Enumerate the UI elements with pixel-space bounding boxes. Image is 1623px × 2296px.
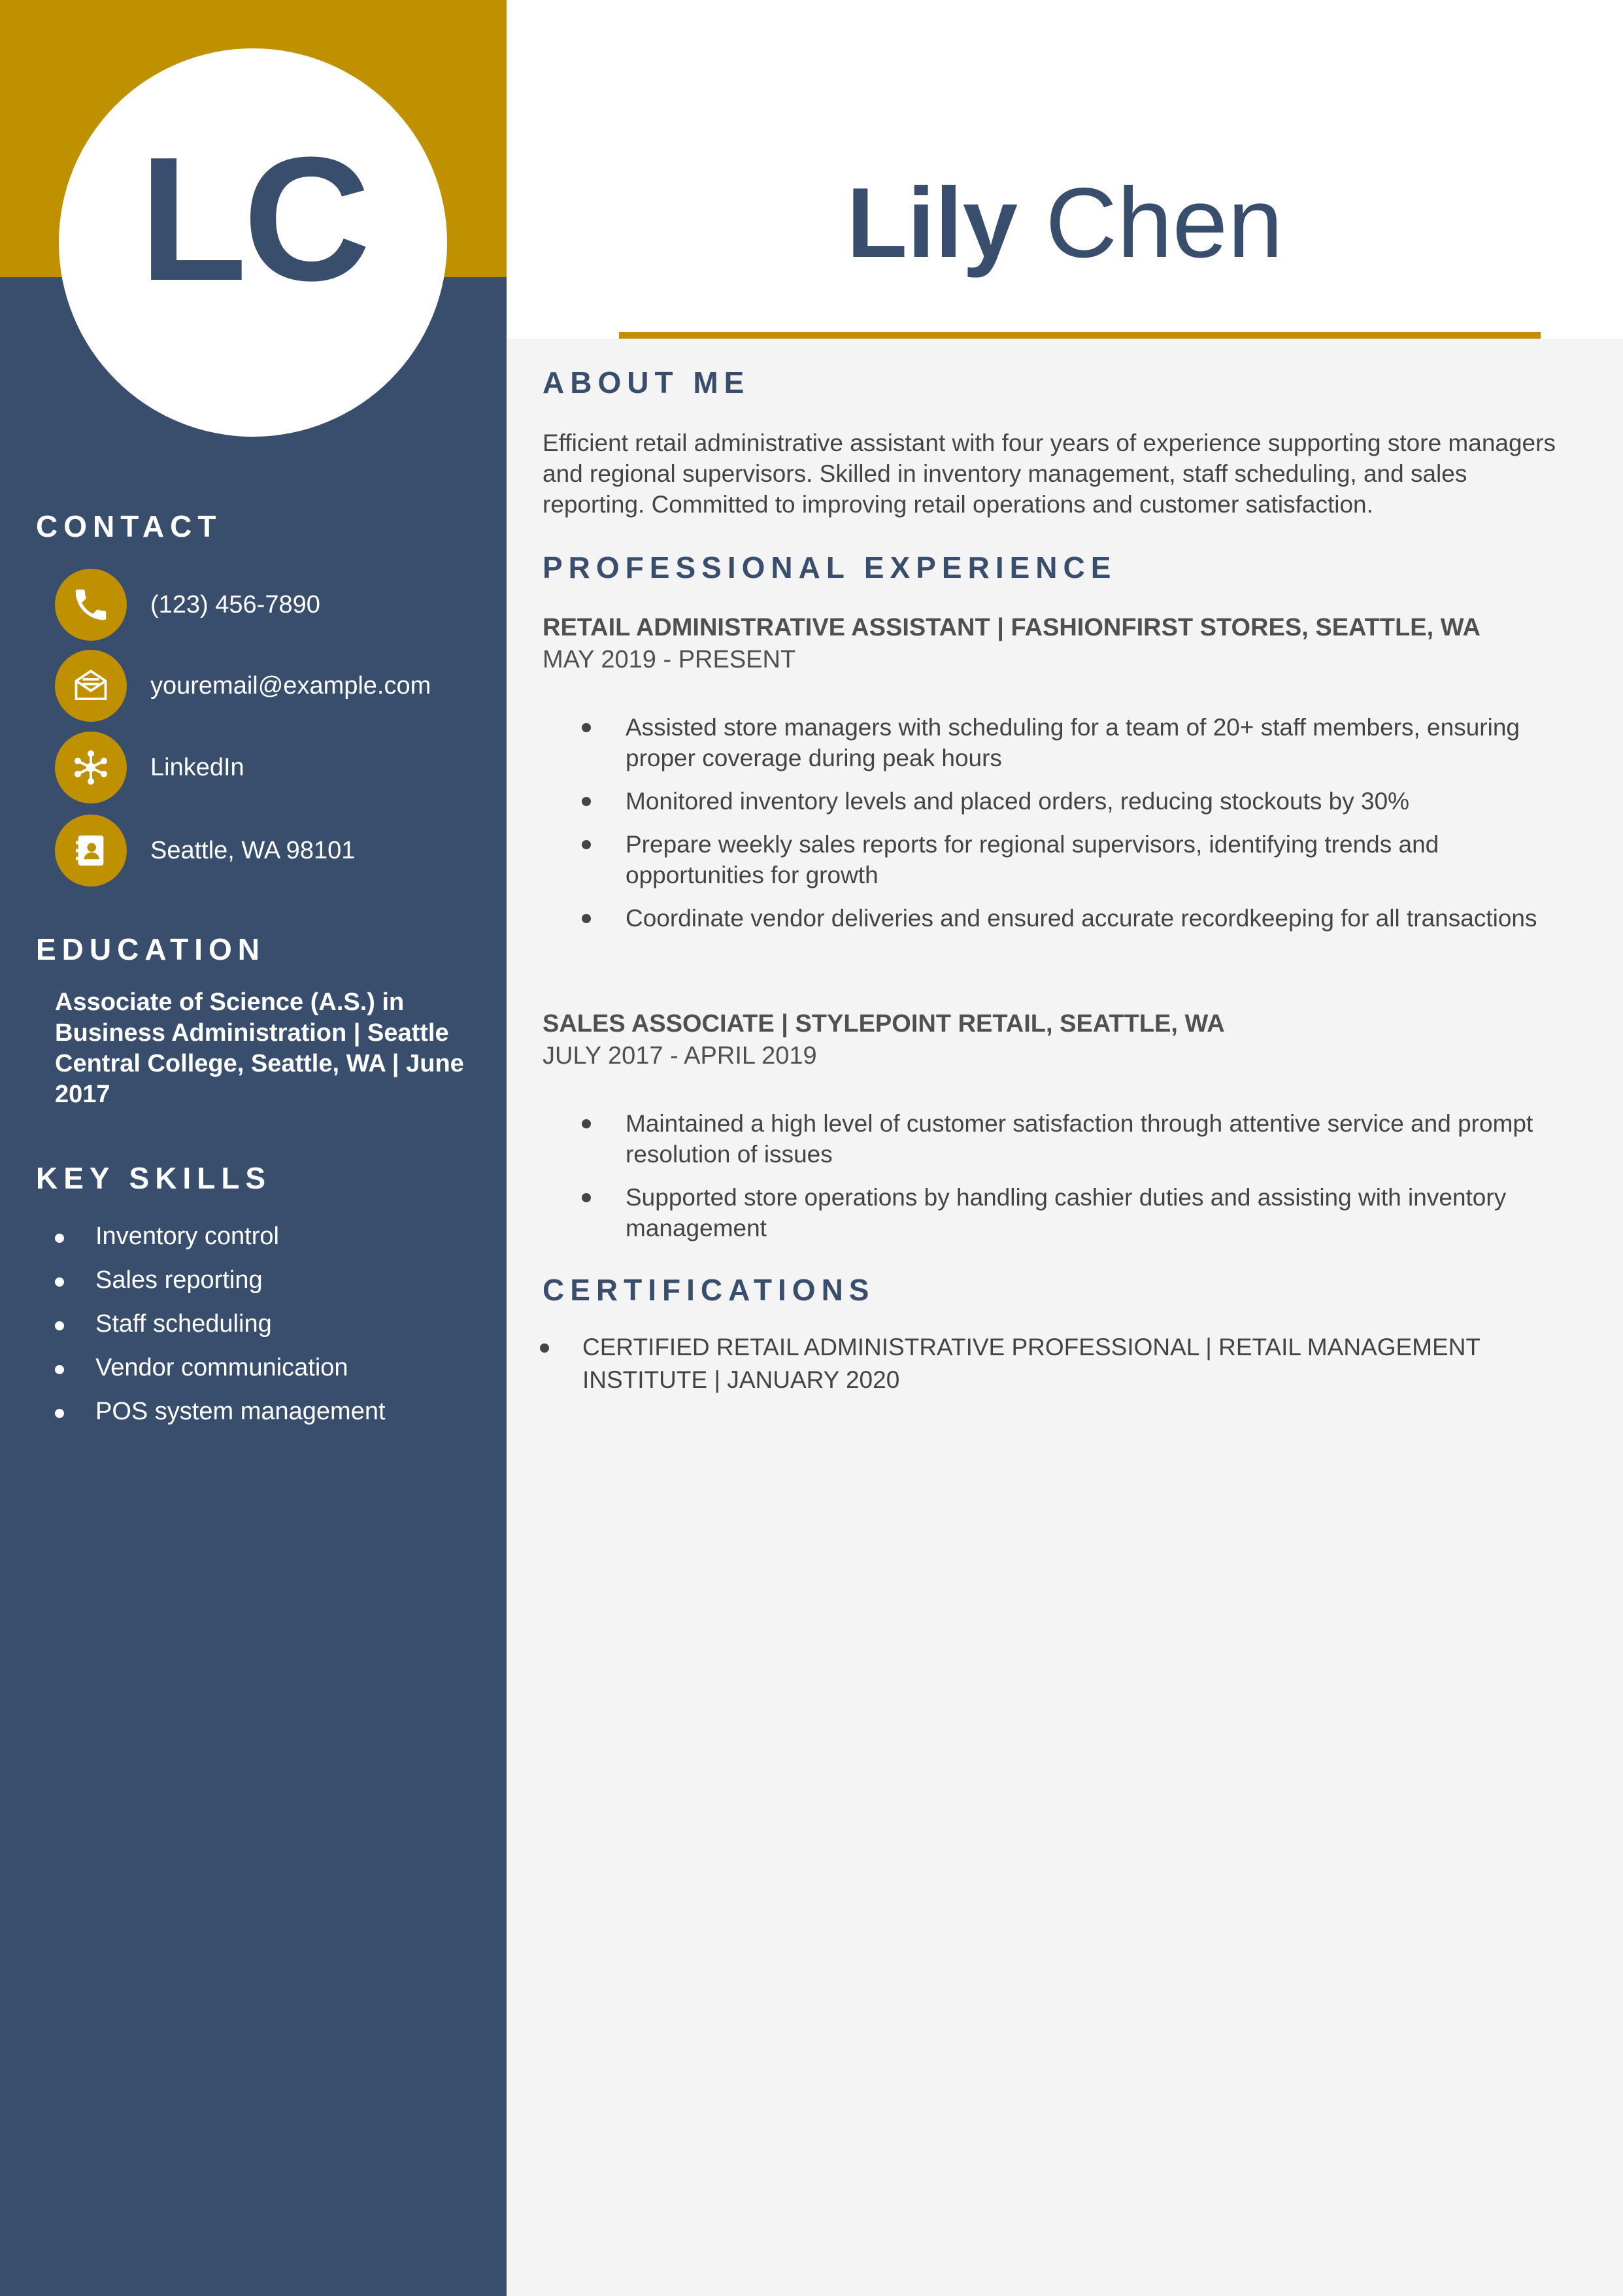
- linkedin-link[interactable]: LinkedIn: [150, 753, 244, 781]
- about-heading: ABOUT ME: [543, 365, 750, 399]
- job-bullets: [582, 1108, 1569, 1256]
- job-bullet: Maintained a high level of customer satisfaction through attentive service and prompt resolution of issues: [582, 1108, 1569, 1170]
- certifications-heading: CERTIFICATIONS: [543, 1273, 875, 1307]
- contact-phone: [55, 569, 320, 641]
- location: Seattle, WA 98101: [150, 836, 356, 864]
- contact-heading: CONTACT: [36, 509, 222, 543]
- contact-location: [55, 815, 355, 886]
- first-name: Lily: [846, 167, 1018, 279]
- job-bullet: Prepare weekly sales reports for regional supervisors, identifying trends and opportunities for growth: [582, 829, 1569, 890]
- last-name: Chen: [1045, 167, 1283, 279]
- address-book-icon: [55, 815, 127, 886]
- skills-list: [55, 1215, 386, 1434]
- monogram: LC: [139, 121, 367, 318]
- job-bullet: Monitored inventory levels and placed orders, reducing stockouts by 30%: [582, 786, 1569, 817]
- skills-heading: KEY SKILLS: [36, 1161, 272, 1195]
- education-entry: Associate of Science (A.S.) in Business Administration | Seattle Central College, Seattle, WA | June 2017: [55, 988, 464, 1108]
- skill-item: Sales reporting: [55, 1258, 386, 1302]
- experience-heading: PROFESSIONAL EXPERIENCE: [543, 550, 1117, 584]
- job-bullet: Supported store operations by handling cashier duties and assisting with inventory management: [582, 1182, 1569, 1243]
- candidate-name: [507, 167, 1623, 279]
- skill-item: Vendor communication: [55, 1346, 386, 1390]
- job-bullets: [582, 712, 1569, 946]
- phone-icon: [55, 569, 127, 641]
- job-title: RETAIL ADMINISTRATIVE ASSISTANT | FASHIONFIRST STORES, SEATTLE, WA: [543, 614, 1481, 641]
- job-dates: JULY 2017 - APRIL 2019: [543, 1042, 817, 1070]
- network-icon: [55, 732, 127, 803]
- skill-item: POS system management: [55, 1390, 386, 1434]
- skill-item: Staff scheduling: [55, 1302, 386, 1346]
- monogram-circle: [59, 48, 447, 437]
- certifications-list: [540, 1331, 1566, 1396]
- email-icon: [55, 650, 127, 722]
- job-title: SALES ASSOCIATE | STYLEPOINT RETAIL, SEATTLE, WA: [543, 1010, 1225, 1038]
- name-underline: [619, 332, 1541, 339]
- email-address: youremail@example.com: [150, 671, 431, 700]
- about-text: Efficient retail administrative assistant with four years of experience supporting store managers and regional supervisors. Skilled in inventory management, staff scheduling, and sales reporting. Committed to improving retail operations and customer satisfaction.: [543, 430, 1556, 518]
- education-heading: EDUCATION: [36, 932, 266, 966]
- job-dates: MAY 2019 - PRESENT: [543, 646, 796, 673]
- certification-item: CERTIFIED RETAIL ADMINISTRATIVE PROFESSIONAL | RETAIL MANAGEMENT INSTITUTE | JANUARY 2020: [540, 1331, 1566, 1396]
- job-bullet: Coordinate vendor deliveries and ensured accurate recordkeeping for all transactions: [582, 903, 1569, 934]
- contact-linkedin: [55, 732, 244, 803]
- contact-email: [55, 650, 431, 722]
- phone-number: (123) 456-7890: [150, 590, 320, 618]
- skill-item: Inventory control: [55, 1215, 386, 1258]
- job-bullet: Assisted store managers with scheduling for a team of 20+ staff members, ensuring proper coverage during peak hours: [582, 712, 1569, 773]
